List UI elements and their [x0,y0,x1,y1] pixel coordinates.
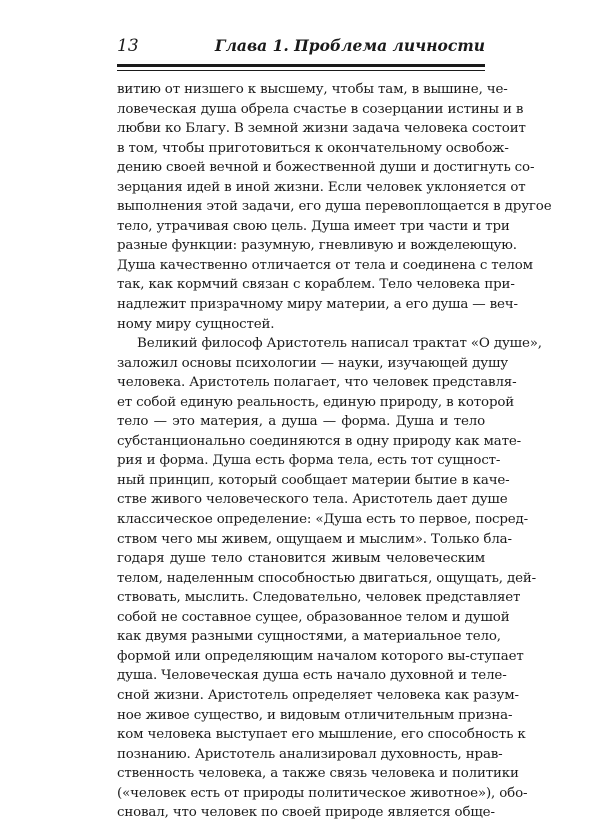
header-rule-thin [117,70,485,71]
text-line: сной жизни. Аристотель определяет человека как разум- [117,687,519,703]
body-text [117,80,552,823]
chapter-title: Глава 1. Проблема личности [214,36,485,55]
text-line: Великий философ Аристотель написал трактат «О душе», [137,336,542,352]
text-line: ное живое существо, и видовым отличительным призна- [117,707,513,723]
text-line: ственность человека, а также связь человека и политики [117,766,519,782]
text-line: тело, утрачивая свою цель. Душа имеет три части и три [117,218,510,234]
text-line: собой не составное сущее, образованное телом и душой [117,609,510,625]
text-line: классическое определение: «Душа есть то первое, посред- [117,512,529,528]
text-line: в том, чтобы приготовиться к окончательному освобож- [117,140,509,156]
text-line: годаря душе тело становится живым человеческим [117,551,485,567]
text-line: человека. Аристотель полагает, что человек представля- [117,375,517,391]
text-line: ному миру сущностей. [117,316,275,332]
text-line: телом, наделенным способностью двигаться, ощущать, дей- [117,570,536,586]
text-line: любви ко Благу. В земной жизни задача человека состоит [117,121,526,137]
text-line: формой или определяющим началом которого вы-ступает [117,648,524,664]
text-line: Душа качественно отличается от тела и соединена с телом [117,257,533,273]
text-line: выполнения этой задачи, его душа перевоплощается в другое [117,199,552,215]
text-line: рия и форма. Душа есть форма тела, есть тот сущност- [117,453,501,469]
header-rule-thick [117,64,485,67]
text-line: заложил основы психологии — науки, изучающей душу [117,355,509,371]
text-line: душа. Человеческая душа есть начало духовной и теле- [117,668,507,684]
text-line: ством чего мы живем, ощущаем и мыслим». Только бла- [117,531,512,547]
page-number: 13 [117,36,139,56]
text-line: тело — это материя, а душа — форма. Душа и тело [117,414,485,430]
text-line: витию от низшего к высшему, чтобы там, в вышине, че- [117,82,508,97]
text-line: познанию. Аристотель анализировал духовность, нрав- [117,746,503,762]
text-line: сновал, что человек по своей природе является обще- [117,805,495,821]
text-line: субстанционально соединяются в одну природу как мате- [117,433,521,449]
text-line: стве живого человеческого тела. Аристотель дает душе [117,492,508,508]
text-line: дению своей вечной и божественной души и достигнуть со- [117,160,535,176]
text-line: ный принцип, который сообщает материи бытие в каче- [117,472,510,488]
text-line: как двумя разными сущностями, а материальное тело, [117,629,501,645]
text-line: разные функции: разумную, гневливую и вожделеющую. [117,238,517,254]
text-line: так, как кормчий связан с кораблем. Тело человека при- [117,277,515,293]
text-line: зерцания идей в иной жизни. Если человек уклоняется от [117,179,526,195]
running-header [117,33,485,59]
text-line: надлежит призрачному миру материи, а его душа — веч- [117,297,518,313]
text-line: ет собой единую реальность, единую природу, в которой [117,394,515,410]
text-line: («человек есть от природы политическое животное»), обо- [117,785,528,801]
text-line: ловеческая душа обрела счастье в созерцании истины и в [117,101,524,117]
text-line: ком человека выступает его мышление, его способность к [117,727,526,743]
text-line: ствовать, мыслить. Следовательно, человек представляет [117,590,521,606]
